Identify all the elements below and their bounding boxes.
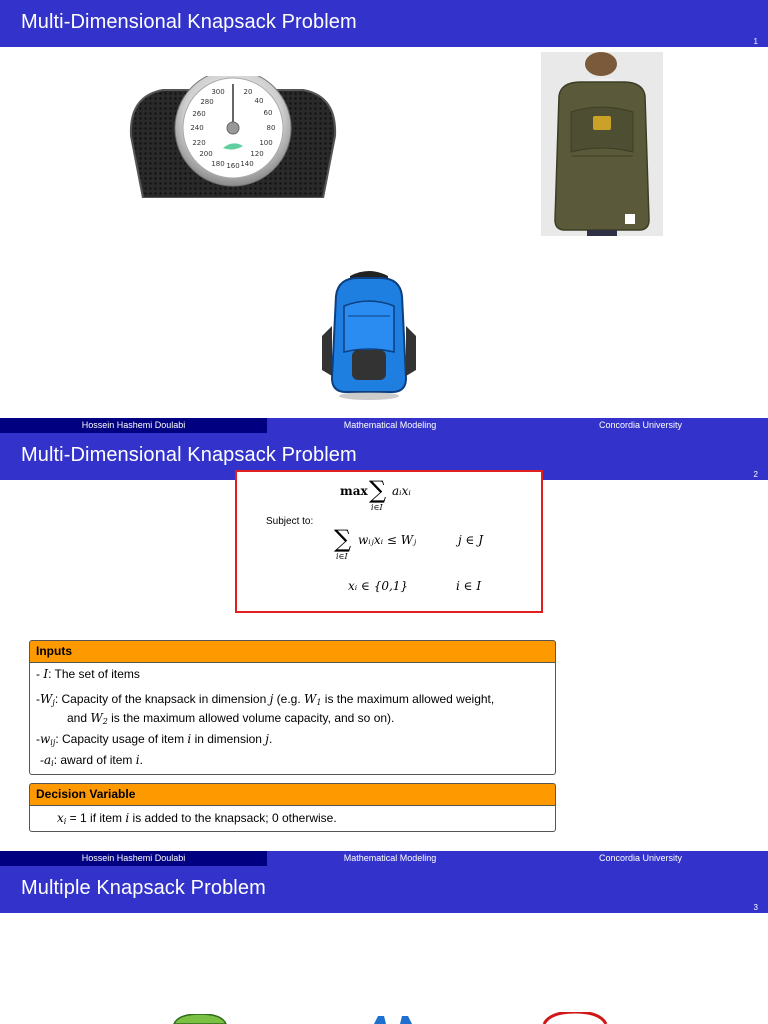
a-subscript: i [51, 759, 54, 768]
slide-footer [0, 418, 768, 433]
dial-label: 80 [266, 124, 276, 132]
decision-text: if item [86, 811, 126, 825]
input-line-items: - I: The set of items [36, 667, 140, 681]
input-line-text: is the maximum allowed weight, [321, 692, 495, 706]
dial-label: 120 [250, 150, 264, 158]
constraint2-expression: xᵢ ∈ {0,1} [348, 579, 409, 593]
dial-label: 180 [211, 160, 225, 168]
i-symbol: i [187, 732, 192, 746]
input-line-award: $-a_i$: award of item i. [40, 753, 143, 768]
dial-label: 20 [243, 88, 253, 96]
dial-label: 60 [263, 109, 273, 117]
W2-subscript: 2 [102, 717, 108, 726]
dial-label: 100 [259, 139, 273, 147]
i-symbol: i [135, 753, 140, 767]
slide-title-bar [0, 0, 768, 47]
decision-panel-header: Decision Variable [29, 783, 556, 806]
subject-to-label: Subject to: [266, 516, 314, 527]
dial-label: 220 [192, 139, 206, 147]
dial-label: 260 [192, 110, 206, 118]
i-symbol: i [125, 811, 130, 825]
input-line-capacity: $-W_j$: Capacity of the knapsack in dimension j (e.g. $W_1$ is the maximum allowed weight, [36, 692, 495, 707]
objective-term: aᵢxᵢ [392, 484, 411, 498]
input-line-capacity-cont [67, 711, 394, 726]
decision-line [57, 811, 337, 826]
W1-subscript: 1 [316, 698, 322, 707]
input-line-text: : Capacity of the knapsack in dimension [54, 692, 270, 706]
W-subscript: j [52, 698, 55, 707]
constraint1-expression: wᵢⱼxᵢ ≤ Wⱼ [358, 533, 417, 547]
j-symbol: j [265, 732, 270, 746]
input-line-text: . [269, 732, 273, 746]
input-line-text: (e.g. [273, 692, 305, 706]
inputs-panel-header: Inputs [29, 640, 556, 663]
slide-title-bar [0, 866, 768, 913]
slide-number: 1 [753, 37, 758, 46]
w-symbol: w [40, 732, 51, 746]
input-line-text: and [67, 711, 91, 725]
decision-text: = 1 [66, 811, 87, 825]
dial-label: 140 [240, 160, 254, 168]
footer-author: Hossein Hashemi Doulabi [0, 851, 267, 866]
bathroom-scale-image [123, 76, 343, 198]
input-line-text: is the maximum allowed volume capacity, and so on). [107, 711, 395, 725]
constraint1-sum-symbol: ∑ [334, 525, 352, 553]
slide-3 [0, 866, 768, 1024]
x-subscript: i [63, 817, 67, 826]
footer-university: Concordia University [513, 851, 768, 866]
objective-max: max [340, 484, 368, 498]
slide-1 [0, 0, 768, 433]
a-symbol: a [44, 753, 52, 767]
decision-panel-body [29, 806, 556, 832]
input-line-usage: $-w_{ij}$: Capacity usage of item i in dimension j. [36, 732, 273, 747]
constraint1-sum-index: i∈I [336, 552, 348, 561]
dial-label: 40 [254, 97, 264, 105]
large-backpack-image [541, 52, 663, 236]
slide-number: 3 [753, 903, 758, 912]
dial-label: 300 [211, 88, 225, 96]
W-symbol: W [40, 692, 53, 706]
dial-label: 200 [199, 150, 213, 158]
W2-symbol: W [90, 711, 103, 725]
slide-title: Multiple Knapsack Problem [21, 877, 266, 899]
footer-author: Hossein Hashemi Doulabi [0, 418, 267, 433]
W1-symbol: W [304, 692, 317, 706]
set-I-symbol: I [43, 667, 49, 681]
footer-university: Concordia University [513, 418, 768, 433]
input-line-text: : award of item [53, 753, 136, 767]
slide-number: 2 [753, 470, 758, 479]
slide-title: Multi-Dimensional Knapsack Problem [21, 444, 357, 466]
dial-label: 280 [200, 98, 214, 106]
slide-2 [0, 433, 768, 866]
input-line-text: : The set of items [48, 667, 140, 681]
input-line-text: . [139, 753, 143, 767]
w-subscript: ij [50, 738, 56, 747]
constraint2-domain: i ∈ I [456, 579, 482, 593]
slide-title: Multi-Dimensional Knapsack Problem [21, 11, 357, 33]
dial-label: 160 [226, 162, 240, 170]
footer-course: Mathematical Modeling [267, 418, 513, 433]
j-symbol: j [269, 692, 274, 706]
x-symbol: x [57, 811, 64, 825]
inputs-panel-body [29, 663, 556, 775]
green-backpack-image [170, 1014, 230, 1024]
blue-backpack-image [318, 266, 420, 402]
constraint1-domain: j ∈ J [458, 533, 484, 547]
blue-backpack-image-small [368, 1014, 418, 1024]
objective-sum-index: i∈I [371, 503, 383, 512]
footer-course: Mathematical Modeling [267, 851, 513, 866]
red-backpack-image [540, 1012, 610, 1024]
slide-footer [0, 851, 768, 866]
input-line-text: in dimension [191, 732, 266, 746]
decision-text: is added to the knapsack; 0 otherwise. [129, 811, 337, 825]
objective-sum-symbol: ∑ [369, 476, 387, 504]
model-formulation-box [235, 470, 543, 613]
dial-label: 240 [190, 124, 204, 132]
input-line-text: : Capacity usage of item [55, 732, 188, 746]
